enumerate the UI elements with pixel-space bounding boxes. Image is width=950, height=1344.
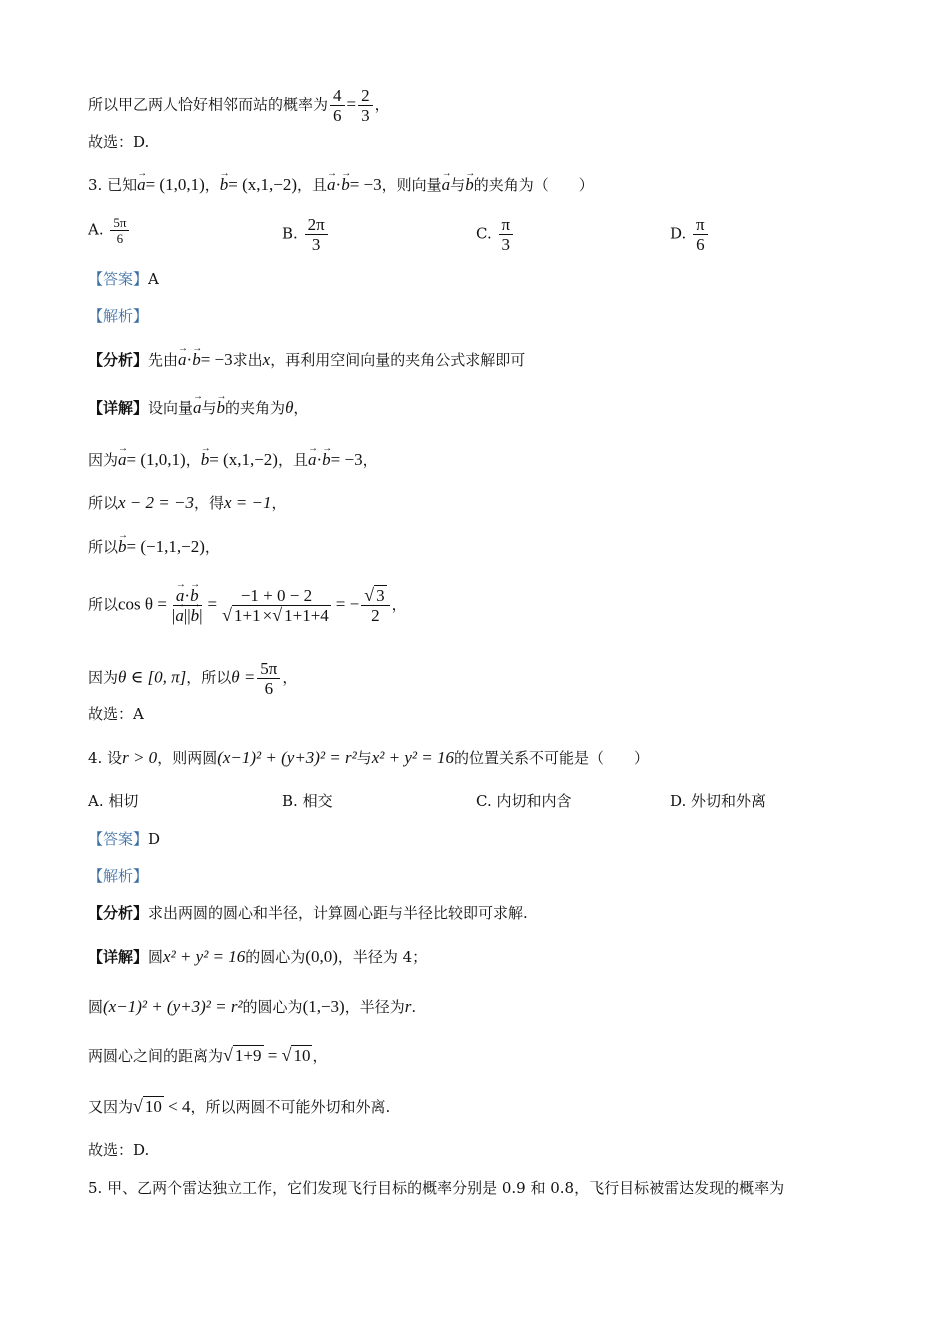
fraction-2-3: $\frac{2}{3}$: [358, 86, 373, 125]
q4-option-c: C. 内切和内含: [476, 792, 572, 810]
q3-choose: 故选：A: [88, 705, 144, 723]
q3-xiangjie-2: 因为→ a= (1,0,1)，→ b= (x,1,−2)，且→ a·→ b= −3，: [88, 450, 378, 470]
cos-fraction-1: → $\frac{a\cdot\to b}{|\to a||\to b|}$: [169, 586, 206, 625]
q3-xiangjie-1: 【详解】设向量→ a与→ b的夹角为θ，: [88, 398, 308, 418]
q3-xiangjie-3: 所以x − 2 = −3，得x = −1，: [88, 493, 287, 512]
q3-option-d: D. $\frac{\pi}{6}$: [670, 215, 710, 254]
q3-analysis-tag: 【解析】: [88, 307, 149, 325]
choose-line-top: 故选：D.: [88, 133, 150, 151]
q3-option-a: A. $\frac{5\pi}{6}$: [88, 215, 131, 246]
probability-line: 所以甲乙两人恰好相邻而站的概率为 $\frac{4}{6}$ = $\frac{2}{3}$ ，: [88, 86, 390, 125]
q4-xiangjie-3: 两圆心之间的距离为√ 1+9 = √ 10 ，: [88, 1045, 328, 1065]
q4-stem: 4. 设r > 0，则两圆(x−1)² + (y+3)² = r²与x² + y² = 16的位置关系不可能是（ ）: [88, 748, 649, 767]
fraction-4-6: $\frac{4}{6}$: [330, 86, 345, 125]
q4-option-a: A. 相切: [88, 792, 139, 810]
cos-fraction-3: $\frac{√ 3}{2}$: [361, 586, 389, 625]
q3-stem: 3. 已知→ a= (1,0,1)，→ b= (x,1,−2)，且→ a·→ b= −3，则向量→ a与→ b的夹角为（ ）: [88, 175, 594, 195]
q3-xiangjie-5: 所以cos θ = → $\frac{a\cdot\to b}{|\to a||\to b|}$ = $\frac{-1 + 0 - 2}{√ 1+1 \times√ 1+1+4}$ = − $\frac{√ 3}{2}$ ，: [88, 586, 407, 625]
q4-option-d: D. 外切和外离: [670, 792, 767, 810]
q3-xiangjie-4: 所以→ b= (−1,1,−2)，: [88, 537, 220, 557]
q4-analysis-tag: 【解析】: [88, 867, 149, 885]
q3-option-c: C. $\frac{\pi}{3}$: [476, 215, 515, 254]
cos-fraction-2: $\frac{-1 + 0 - 2}{√ 1+1 \times√ 1+1+4}$: [222, 586, 329, 625]
q4-fenxi: 【分析】求出两圆的圆心和半径，计算圆心距与半径比较即可求解.: [88, 904, 528, 922]
q4-choose: 故选：D.: [88, 1141, 150, 1159]
q5-stem: 5. 甲、乙两个雷达独立工作，它们发现飞行目标的概率分别是 0.9 和 0.8，飞行目标被雷达发现的概率为: [88, 1179, 785, 1197]
q3-xiangjie-6: 因为θ ∈ [0, π]，所以θ = $\frac{5\pi}{6}$ ，: [88, 659, 298, 698]
q4-xiangjie-4: 又因为√ 10 < 4，所以两圆不可能外切和外离.: [88, 1096, 391, 1116]
q3-option-b: B. $\frac{2\pi}{3}$: [282, 215, 330, 254]
q3-answer: 【答案】A: [88, 270, 159, 288]
q4-answer: 【答案】D: [88, 830, 161, 848]
q3-fenxi: 【分析】先由→ a·→ b= −3求出x，再利用空间向量的夹角公式求解即可: [88, 350, 525, 370]
q4-xiangjie-1: 【详解】圆x² + y² = 16的圆心为(0,0)，半径为 4；: [88, 947, 428, 966]
q4-xiangjie-2: 圆(x−1)² + (y+3)² = r²的圆心为(1,−3)，半径为r.: [88, 997, 417, 1016]
q4-option-b: B. 相交: [282, 792, 333, 810]
